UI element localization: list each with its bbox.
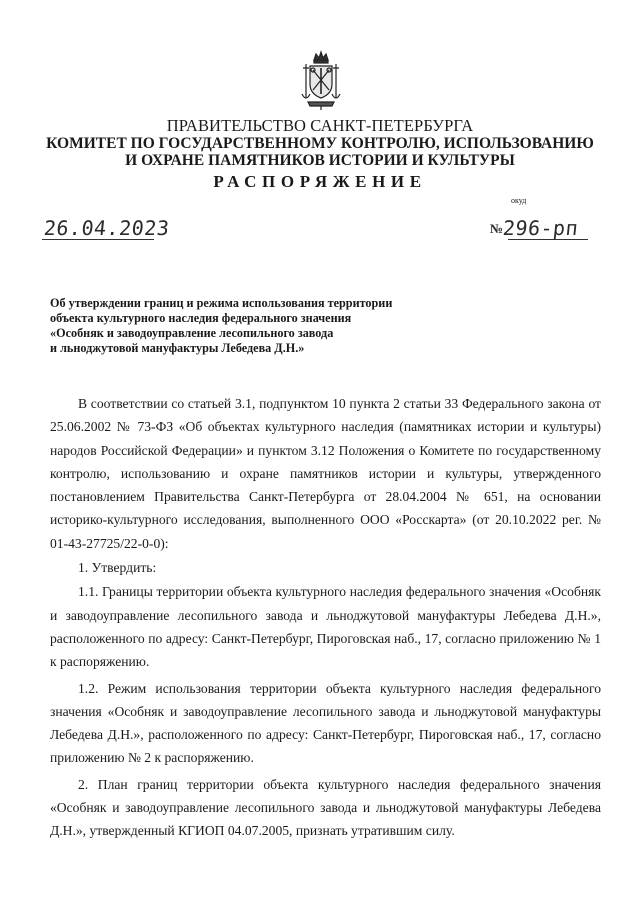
committee-name-line2: И ОХРАНЕ ПАМЯТНИКОВ ИСТОРИИ И КУЛЬТУРЫ: [125, 152, 515, 169]
number-value: 296-рп: [501, 216, 580, 240]
clause-1-1: 1.1. Границы территории объекта культурного наследия федерального значения «Особняк и заводоуправление лесопильного завода и льноджутовой мануфактуры Лебедева Д.Н.», расположенного по адресу: Санкт-Петербург, Пироговская наб., 17, согласно приложению № 1 к распоряжению.: [50, 584, 601, 670]
clause-1-2: 1.2. Режим использования территории объекта культурного наследия федерального значения «Особняк и заводоуправление лесопильного завода и льноджутовой мануфактуры Лебедева Д.Н.», расположенного по адресу: Санкт-Петербург, Пироговская наб., 17, согласно приложению № 2 к распоряжению.: [50, 680, 601, 766]
clause-1: 1. Утвердить:: [78, 560, 157, 576]
preamble-paragraph: В соответствии со статьей 3.1, подпунктом 10 пункта 2 статьи 33 Федерального закона от 25.06.2002 № 73-ФЗ «Об объектах культурного наследия (памятниках истории и культуры) народов Российской Федерации» и пунктом 3.12 Положения о Комитете по государственному контролю, использованию и охране памятников истории и культуры, утвержденного постановлением Правительства Санкт-Петербурга от 28.04.2004 № 651, на основании историко-культурного исследования, выполненного ООО «Росскарта» (от 20.10.2022 рег. № 01-43-27725/22-0-0):: [50, 396, 601, 551]
subject-line4: и льноджутовой мануфактуры Лебедева Д.Н.»: [50, 341, 305, 355]
number-underline: [508, 239, 588, 240]
okud-label: окуд: [511, 196, 527, 205]
document-body: [50, 392, 601, 843]
subject-line1: Об утверждении границ и режима использования территории: [50, 296, 393, 310]
document-subject: [50, 296, 450, 356]
date-underline: [42, 239, 154, 240]
document-date: 26.04.2023: [42, 216, 171, 240]
coat-of-arms-icon: [298, 50, 344, 112]
document-type: РАСПОРЯЖЕНИЕ: [213, 172, 427, 191]
number-sign: №: [490, 221, 504, 236]
document-number: [490, 216, 578, 241]
subject-line2: объекта культурного наследия федерального значения: [50, 311, 352, 325]
clause-2: 2. План границ территории объекта культурного наследия федерального значения «Особняк и заводоуправление лесопильного завода и льноджутовой мануфактуры Лебедева Д.Н.», утвержденный КГИОП 04.07.2005, признать утратившим силу.: [50, 776, 601, 839]
committee-name-line1: КОМИТЕТ ПО ГОСУДАРСТВЕННОМУ КОНТРОЛЮ, ИСПОЛЬЗОВАНИЮ: [46, 135, 594, 152]
subject-line3: «Особняк и заводоуправление лесопильного завода: [50, 326, 334, 340]
government-name: ПРАВИТЕЛЬСТВО САНКТ-ПЕТЕРБУРГА: [166, 116, 474, 135]
committee-name: [0, 135, 640, 169]
